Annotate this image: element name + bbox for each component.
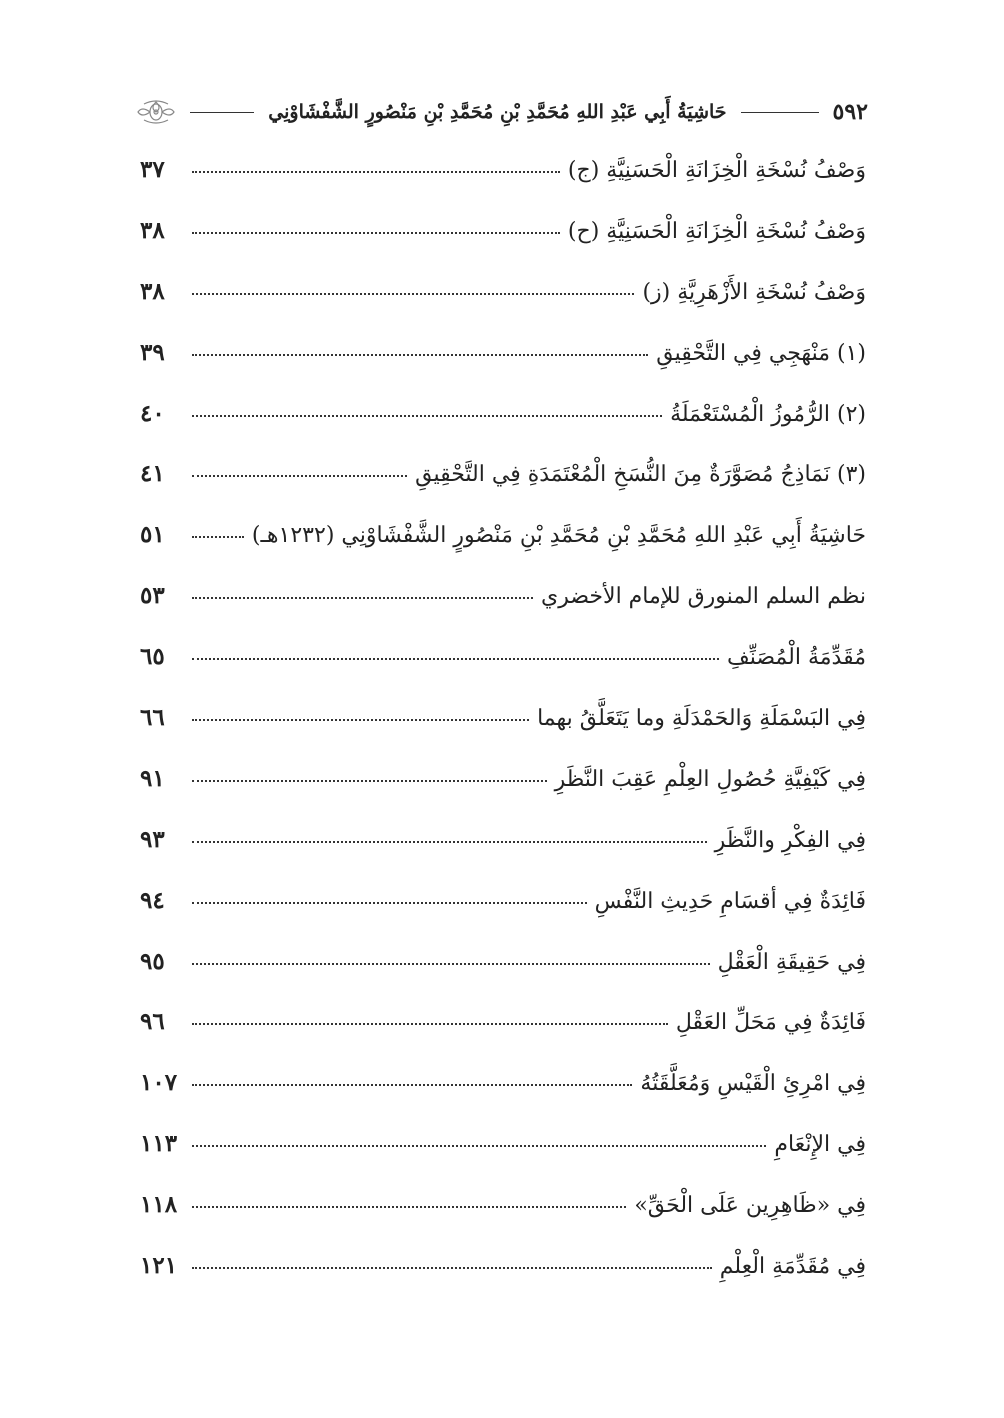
toc-entry-title: فِي مُقَدِّمَةِ الْعِلْمِ bbox=[719, 1254, 866, 1280]
dot-leader bbox=[192, 648, 719, 660]
toc-entry bbox=[140, 140, 866, 201]
toc-entry-title: نظم السلم المنورق للإمام الأخضري bbox=[540, 584, 866, 610]
toc-entry-title: فِي «ظَاهِرِين عَلَى الْحَقِّ» bbox=[634, 1193, 866, 1219]
floral-ornament-icon bbox=[136, 98, 176, 126]
toc-entry bbox=[140, 688, 866, 749]
dot-leader bbox=[192, 405, 662, 417]
toc-entry-title: فِي الإِنْعَامِ bbox=[774, 1132, 866, 1158]
dot-leader bbox=[192, 770, 547, 782]
toc-entry bbox=[140, 1236, 866, 1297]
dot-leader bbox=[192, 1257, 712, 1269]
toc-entry-title: مُقَدِّمَةُ الْمُصَنِّفِ bbox=[726, 645, 866, 671]
toc-entry-page-number: ١١٣ bbox=[140, 1130, 178, 1158]
dot-leader bbox=[192, 344, 648, 356]
toc-entry-title: فِي البَسْمَلَةِ وَالحَمْدَلَةِ وما يَتَعَلَّقُ بهما bbox=[537, 706, 866, 732]
toc-entry-page-number: ٩١ bbox=[140, 764, 165, 792]
toc-entry-title: وَصْفُ نُسْخَةِ الْخِزَانَةِ الْحَسَنِيَّةِ (ح) bbox=[567, 218, 866, 244]
toc-entry bbox=[140, 262, 866, 323]
toc-entry bbox=[140, 1053, 866, 1114]
toc-entry bbox=[140, 749, 866, 810]
toc-entry-page-number: ٩٤ bbox=[140, 886, 165, 914]
dot-leader bbox=[192, 526, 244, 538]
toc-entry-page-number: ٣٨ bbox=[140, 216, 165, 244]
toc-entry bbox=[140, 323, 866, 384]
dot-leader bbox=[192, 222, 560, 234]
toc-entry-page-number: ٣٩ bbox=[140, 338, 165, 366]
toc-entry-title: فِي كَيْفِيَّةِ حُصُولِ العِلْمِ عَقِبَ النَّظَرِ bbox=[554, 766, 866, 792]
toc-entry bbox=[140, 932, 866, 993]
toc-entry bbox=[140, 1114, 866, 1175]
header-rule-right bbox=[741, 112, 819, 113]
toc-entry-title: (١) مَنْهَجِي فِي التَّحْقِيقِ bbox=[656, 340, 866, 366]
dot-leader bbox=[192, 283, 634, 295]
toc-entry-page-number: ٣٨ bbox=[140, 277, 165, 305]
toc-entry-page-number: ١١٨ bbox=[140, 1191, 178, 1219]
dot-leader bbox=[192, 831, 707, 843]
page-number: ٥٩٢ bbox=[832, 99, 868, 125]
toc-entry bbox=[140, 1175, 866, 1236]
toc-entry-page-number: ١٢١ bbox=[140, 1252, 178, 1280]
toc-entry bbox=[140, 810, 866, 871]
toc-entry-title: فِي حَقِيقَةِ الْعَقْلِ bbox=[717, 949, 866, 975]
dot-leader bbox=[192, 1196, 626, 1208]
toc-entry bbox=[140, 871, 866, 932]
running-title: حَاشِيَةُ أَبِي عَبْدِ اللهِ مُحَمَّدِ بْنِ مُحَمَّدِ بْنِ مَنْصُورٍ الشَّفْشَاوْنِي bbox=[268, 101, 727, 123]
toc-entry bbox=[140, 627, 866, 688]
toc-entry-title: (٢) الرُّمُوزُ الْمُسْتَعْمَلَةُ bbox=[670, 401, 866, 427]
toc-entry-title: وَصْفُ نُسْخَةِ الأَزْهَرِيَّةِ (ز) bbox=[642, 279, 866, 305]
toc-entry-page-number: ٤١ bbox=[140, 460, 165, 488]
toc-entry-title: (٣) نَمَاذِجُ مُصَوَّرَةٌ مِنَ النُّسَخِ الْمُعْتَمَدَةِ فِي التَّحْقِيقِ bbox=[415, 462, 866, 488]
toc-entry-page-number: ٦٥ bbox=[140, 643, 165, 671]
toc-entry-title: فِي الفِكْرِ والنَّظَرِ bbox=[714, 827, 866, 853]
toc-entry-page-number: ٥١ bbox=[140, 521, 165, 549]
toc-entry bbox=[140, 505, 866, 566]
dot-leader bbox=[192, 1013, 668, 1025]
dot-leader bbox=[192, 953, 710, 965]
toc-entry bbox=[140, 444, 866, 505]
toc-entry bbox=[140, 384, 866, 445]
running-header bbox=[130, 92, 868, 132]
toc-entry-title: فَائِدَةٌ فِي مَحَلِّ العَقْلِ bbox=[675, 1010, 866, 1036]
toc-entry-page-number: ٤٠ bbox=[140, 399, 165, 427]
dot-leader bbox=[192, 1135, 766, 1147]
dot-leader bbox=[192, 161, 560, 173]
toc-entry-page-number: ٥٣ bbox=[140, 582, 165, 610]
toc-entry-page-number: ١٠٧ bbox=[140, 1069, 178, 1097]
toc-entry-page-number: ٩٥ bbox=[140, 947, 165, 975]
header-rule-left bbox=[190, 112, 254, 113]
dot-leader bbox=[192, 1074, 632, 1086]
toc-entry bbox=[140, 201, 866, 262]
toc-entry-title: فِي امْرِئِ الْقَيْسِ وَمُعَلَّقَتُهُ bbox=[640, 1071, 866, 1097]
toc-entry-page-number: ٩٣ bbox=[140, 825, 165, 853]
dot-leader bbox=[192, 587, 533, 599]
dot-leader bbox=[192, 892, 587, 904]
toc-entry bbox=[140, 566, 866, 627]
toc-entry-page-number: ٩٦ bbox=[140, 1008, 165, 1036]
toc-entry-title: فَائِدَةٌ فِي أقسَامِ حَدِيثِ النَّفْسِ bbox=[594, 888, 866, 914]
dot-leader bbox=[192, 465, 407, 477]
toc-entry bbox=[140, 992, 866, 1053]
toc-entry-page-number: ٣٧ bbox=[140, 156, 165, 183]
toc-entry-title: حَاشِيَةُ أَبِي عَبْدِ اللهِ مُحَمَّدِ بْنِ مُحَمَّدِ بْنِ مَنْصُورٍ الشَّفْشَاوْنِي (١٢٣٢هـ) bbox=[251, 523, 866, 549]
dot-leader bbox=[192, 709, 529, 721]
table-of-contents bbox=[140, 140, 866, 1297]
toc-entry-page-number: ٦٦ bbox=[140, 704, 165, 732]
toc-entry-title: وَصْفُ نُسْخَةِ الْخِزَانَةِ الْحَسَنِيَّةِ (ج) bbox=[567, 158, 866, 183]
